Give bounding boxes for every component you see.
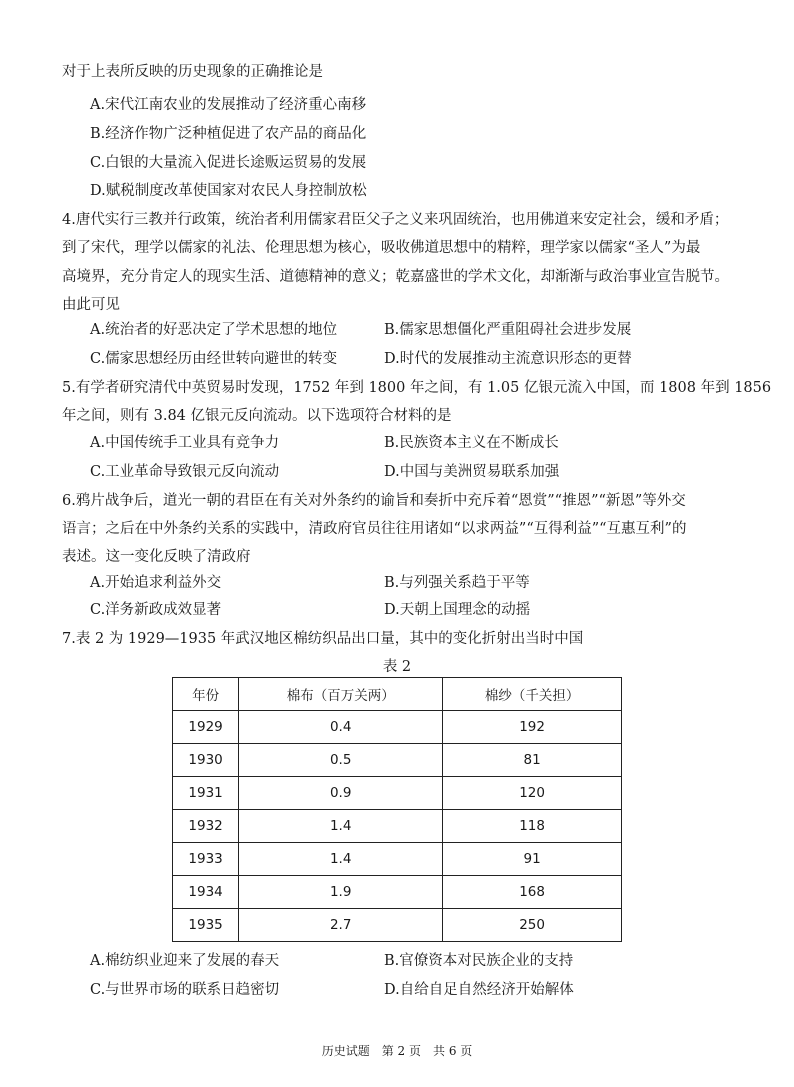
cell-yarn: 168 bbox=[443, 876, 622, 909]
cell-cloth: 1.4 bbox=[239, 810, 443, 843]
q4-line-1: 4.唐代实行三教并行政策，统治者利用儒家君臣父子之义来巩固统治，也用佛道来安定社会，缓和矛盾； bbox=[62, 212, 729, 228]
q7-option-a: A.棉纺织业迎来了发展的春天 bbox=[90, 953, 280, 969]
table-row bbox=[173, 909, 622, 942]
page-footer: 历史试题 第 2 页 共 6 页 bbox=[321, 1044, 473, 1058]
q4-option-b: B.儒家思想僵化严重阻碍社会进步发展 bbox=[384, 322, 632, 338]
cell-yarn: 192 bbox=[443, 711, 622, 744]
table-row bbox=[173, 843, 622, 876]
q4-line-2: 到了宋代，理学以儒家的礼法、伦理思想为核心，吸收佛道思想中的精粹，理学家以儒家“圣人”为最 bbox=[62, 240, 701, 256]
cell-year: 1933 bbox=[173, 843, 239, 876]
q5-line-1: 5.有学者研究清代中英贸易时发现，1752 年到 1800 年之间，有 1.05 亿银元流入中国，而 1808 年到 1856 bbox=[62, 380, 772, 396]
table-row bbox=[173, 744, 622, 777]
q5-line-2: 年之间，则有 3.84 亿银元反向流动。以下选项符合材料的是 bbox=[62, 408, 452, 424]
cell-yarn: 91 bbox=[443, 843, 622, 876]
cell-year: 1932 bbox=[173, 810, 239, 843]
q6-option-a: A.开始追求利益外交 bbox=[90, 575, 222, 591]
q4-line-3: 高境界，充分肯定人的现实生活、道德精神的意义；乾嘉盛世的学术文化，却渐渐与政治事业宣告脱节。 bbox=[62, 269, 729, 285]
header-cloth: 棉布（百万关两） bbox=[239, 678, 443, 711]
cell-yarn: 120 bbox=[443, 777, 622, 810]
q5-option-d: D.中国与美洲贸易联系加强 bbox=[384, 464, 560, 480]
cell-cloth: 0.9 bbox=[239, 777, 443, 810]
cell-year: 1935 bbox=[173, 909, 239, 942]
cell-year: 1931 bbox=[173, 777, 239, 810]
q4-option-a: A.统治者的好恶决定了学术思想的地位 bbox=[90, 322, 338, 338]
q3-option-d: D.赋税制度改革使国家对农民人身控制放松 bbox=[90, 183, 367, 199]
q4-line-4: 由此可见 bbox=[62, 297, 120, 313]
table-caption: 表 2 bbox=[382, 659, 412, 675]
cell-cloth: 1.9 bbox=[239, 876, 443, 909]
q3-stem: 对于上表所反映的历史现象的正确推论是 bbox=[62, 64, 323, 80]
table-row bbox=[173, 810, 622, 843]
cell-year: 1934 bbox=[173, 876, 239, 909]
cell-yarn: 118 bbox=[443, 810, 622, 843]
q4-option-d: D.时代的发展推动主流意识形态的更替 bbox=[384, 351, 632, 367]
q6-line-1: 6.鸦片战争后，道光一朝的君臣在有关对外条约的谕旨和奏折中充斥着“恩赏”“推恩”“新恩”等外交 bbox=[62, 493, 686, 509]
q7-option-b: B.官僚资本对民族企业的支持 bbox=[384, 953, 574, 969]
header-year: 年份 bbox=[173, 678, 239, 711]
q6-option-b: B.与列强关系趋于平等 bbox=[384, 575, 530, 591]
q5-option-c: C.工业革命导致银元反向流动 bbox=[90, 464, 280, 480]
cell-cloth: 2.7 bbox=[239, 909, 443, 942]
cell-yarn: 81 bbox=[443, 744, 622, 777]
cell-year: 1929 bbox=[173, 711, 239, 744]
cell-cloth: 0.4 bbox=[239, 711, 443, 744]
q7-stem: 7.表 2 为 1929—1935 年武汉地区棉纺织品出口量，其中的变化折射出当时中国 bbox=[62, 631, 584, 647]
q6-option-d: D.天朝上国理念的动摇 bbox=[384, 602, 531, 618]
q5-option-b: B.民族资本主义在不断成长 bbox=[384, 435, 559, 451]
q7-option-d: D.自给自足自然经济开始解体 bbox=[384, 982, 574, 998]
cell-year: 1930 bbox=[173, 744, 239, 777]
table-header-row bbox=[173, 678, 622, 711]
q3-option-b: B.经济作物广泛种植促进了农产品的商品化 bbox=[90, 126, 367, 142]
q7-option-c: C.与世界市场的联系日趋密切 bbox=[90, 982, 280, 998]
table-row bbox=[173, 777, 622, 810]
cell-cloth: 0.5 bbox=[239, 744, 443, 777]
cell-cloth: 1.4 bbox=[239, 843, 443, 876]
export-table bbox=[172, 677, 622, 942]
q3-option-a: A.宋代江南农业的发展推动了经济重心南移 bbox=[90, 97, 367, 113]
table-row bbox=[173, 876, 622, 909]
q6-option-c: C.洋务新政成效显著 bbox=[90, 602, 222, 618]
q3-option-c: C.白银的大量流入促进长途贩运贸易的发展 bbox=[90, 155, 367, 171]
table-row bbox=[173, 711, 622, 744]
header-yarn: 棉纱（千关担） bbox=[443, 678, 622, 711]
q4-option-c: C.儒家思想经历由经世转向避世的转变 bbox=[90, 351, 338, 367]
cell-yarn: 250 bbox=[443, 909, 622, 942]
q6-line-3: 表述。这一变化反映了清政府 bbox=[62, 549, 251, 565]
q6-line-2: 语言；之后在中外条约关系的实践中，清政府官员往往用诸如“以求两益”“互得利益”“互惠互利”的 bbox=[62, 521, 687, 537]
q5-option-a: A.中国传统手工业具有竞争力 bbox=[90, 435, 280, 451]
